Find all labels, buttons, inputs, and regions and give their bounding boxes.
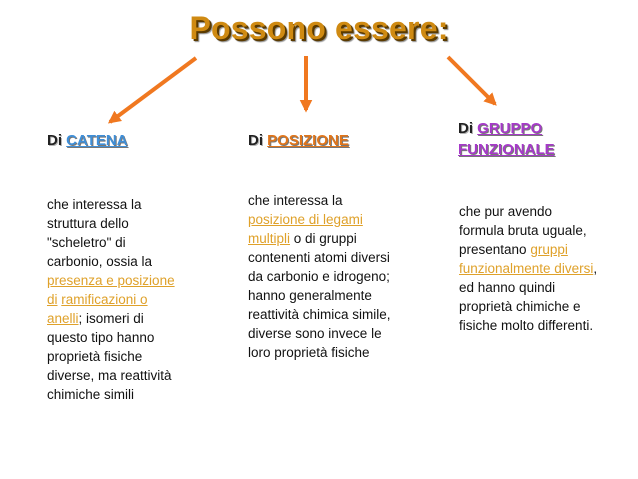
hyperlink-text[interactable]: posizione di legami [248,212,363,227]
text-segment: formula bruta uguale, [459,223,587,238]
heading-prefix: Di [47,132,67,149]
hyperlink-text[interactable]: multipli [248,231,291,246]
text-segment: proprietà chimiche e [459,299,581,314]
text-line [248,343,423,362]
text-segment: ; isomeri di [78,311,144,326]
text-line [459,202,629,221]
hyperlink-text[interactable]: di [47,292,58,307]
text-segment: da carbonio e idrogeno; [248,269,390,284]
text-segment: o di gruppi [290,231,357,246]
text-line [248,267,423,286]
text-segment: struttura dello [47,216,129,231]
keyword-catena: CATENA [66,132,128,149]
text-segment: reattività chimica simile, [248,307,391,322]
text-segment: contenenti atomi diversi [248,250,390,265]
text-line [47,366,207,385]
text-line [47,252,207,271]
text-line [47,290,207,309]
text-segment: che pur avendo [459,204,553,219]
text-segment: ed hanno quindi [459,280,556,295]
keyword-gruppo: GRUPPO [477,120,543,137]
heading-prefix: Di [248,132,268,149]
text-line [248,229,423,248]
text-line [459,240,629,259]
text-line [459,316,629,335]
text-line [47,233,207,252]
text-line [459,259,629,278]
text-line [47,214,207,233]
heading-prefix: Di [458,120,478,137]
text-segment: diverse, ma reattività [47,368,172,383]
text-line [47,271,207,290]
text-segment: chimiche simili [47,387,135,402]
description-catena [47,195,207,404]
hyperlink-text[interactable]: presenza e posizione [47,273,175,288]
slide-title: Possono essere: [189,10,449,46]
hyperlink-text[interactable]: funzionalmente diversi [459,261,594,276]
hyperlink-text[interactable]: ramificazioni o [61,292,148,307]
heading-catena [47,130,128,151]
text-line [248,286,423,305]
text-line [47,385,207,404]
text-line [47,328,207,347]
keyword-funzionale: FUNZIONALE [458,141,555,158]
text-segment: che interessa la [47,197,142,212]
arrow-right [448,57,495,104]
text-segment: fisiche molto differenti. [459,318,594,333]
text-line [248,191,423,210]
text-line [248,305,423,324]
arrow-left [110,58,196,122]
text-line [459,221,629,240]
text-line [248,324,423,343]
text-line [459,297,629,316]
description-gruppo-funzionale [459,202,629,335]
text-line [47,309,207,328]
text-line [248,210,423,229]
text-segment: questo tipo hanno [47,330,155,345]
keyword-posizione: POSIZIONE [267,132,349,149]
text-segment: che interessa la [248,193,343,208]
heading-posizione [248,130,349,151]
heading-gruppo-funzionale [458,118,608,160]
text-line [459,278,629,297]
hyperlink-text[interactable]: gruppi [530,242,568,257]
text-segment: "scheletro" di [47,235,126,250]
text-segment: hanno generalmente [248,288,372,303]
text-line [47,195,207,214]
text-segment: presentano [459,242,531,257]
text-segment: diverse sono invece le [248,326,382,341]
text-segment: loro proprietà fisiche [248,345,370,360]
hyperlink-text[interactable]: anelli [47,311,79,326]
text-segment: , [593,261,598,276]
text-segment: carbonio, ossia la [47,254,153,269]
text-line [47,347,207,366]
description-posizione [248,191,423,362]
text-segment: proprietà fisiche [47,349,143,364]
text-line [248,248,423,267]
